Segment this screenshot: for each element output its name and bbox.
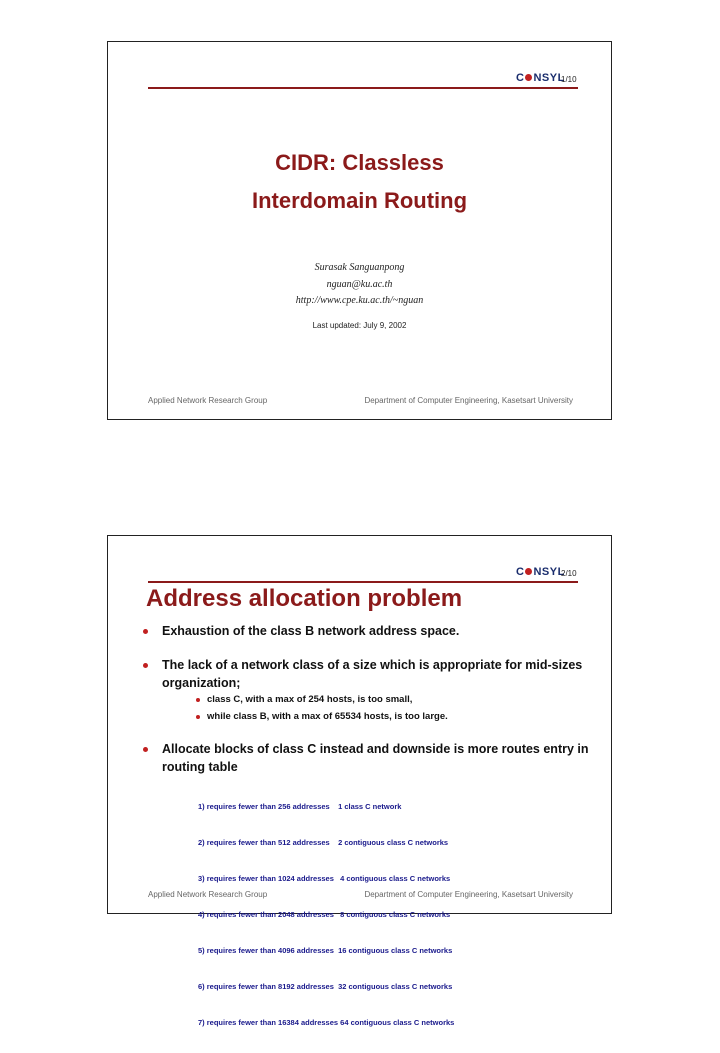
bullet-dot-icon: [143, 747, 148, 752]
footer-left: Applied Network Research Group: [148, 890, 268, 899]
author-url: http://www.cpe.ku.ac.th/~nguan: [295, 295, 424, 306]
page-number: 1/10: [561, 75, 577, 84]
bullet-text: The lack of a network class of a size which is appropriate for mid-sizes organization;: [162, 658, 583, 690]
slide-1: [107, 41, 612, 420]
allocation-list: [198, 777, 454, 1053]
footer-right: Department of Computer Engineering, Kasetsart University: [364, 396, 573, 405]
bullet-text: Allocate blocks of class C instead and downside is more routes entry in routing table: [162, 742, 589, 774]
header-rule: [148, 87, 578, 89]
slide-2: [107, 535, 612, 1027]
bullet-dot-icon: [196, 715, 200, 719]
footer-right: Department of Computer Engineering, Kasetsart University: [364, 890, 573, 899]
bullet-dot-icon: [143, 629, 148, 634]
list-item: 2) requires fewer than 512 addresses 2 contiguous class C networks: [198, 838, 449, 847]
bullet-dot-icon: [196, 698, 200, 702]
list-item: 6) requires fewer than 8192 addresses 32 contiguous class C networks: [198, 982, 453, 991]
list-item: 5) requires fewer than 4096 addresses 16 contiguous class C networks: [198, 946, 453, 955]
list-item: 1) requires fewer than 256 addresses 1 class C network: [198, 802, 402, 811]
consyl-logo: C NSYL: [516, 72, 565, 84]
slide-title-line1: CIDR: Classless: [275, 150, 444, 175]
list-item: 7) requires fewer than 16384 addresses 64 contiguous class C networks: [198, 1018, 455, 1027]
bullet-text: Exhaustion of the class B network address space.: [162, 624, 460, 638]
bullet-dot-icon: [143, 663, 148, 668]
author-email: nguan@ku.ac.th: [326, 279, 393, 290]
page-number: 2/10: [561, 569, 577, 578]
slide-title: Address allocation problem: [146, 585, 463, 612]
author-name: Surasak Sanguanpong: [314, 262, 405, 273]
sub-bullet-text: while class B, with a max of 65534 hosts, is too large.: [207, 711, 448, 722]
sub-bullet-text: class C, with a max of 254 hosts, is too small,: [207, 694, 413, 705]
consyl-logo: C NSYL: [516, 566, 565, 578]
header-rule: [148, 581, 578, 583]
list-item: 4) requires fewer than 2048 addresses 8 contiguous class C networks: [198, 910, 451, 919]
slide-title-line2: Interdomain Routing: [251, 188, 468, 213]
list-item: 3) requires fewer than 1024 addresses 4 contiguous class C networks: [198, 874, 451, 883]
last-updated: Last updated: July 9, 2002: [312, 321, 407, 330]
footer-left: Applied Network Research Group: [148, 396, 268, 405]
